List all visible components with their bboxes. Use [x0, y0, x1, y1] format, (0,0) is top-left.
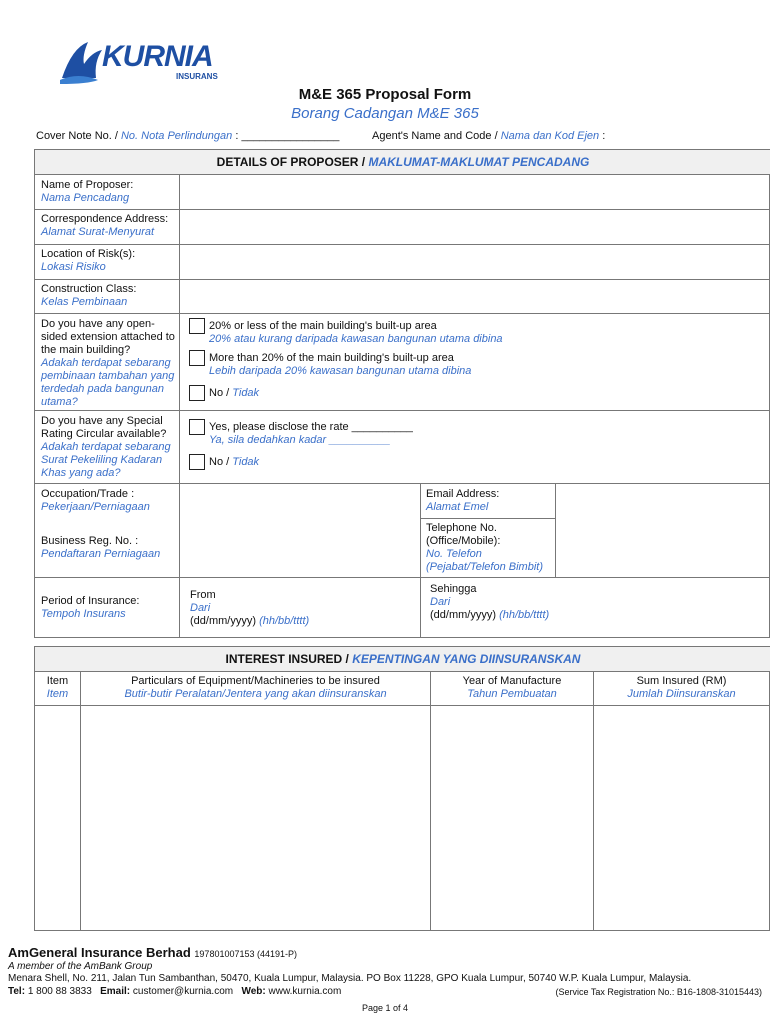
interest-heading-my: KEPENTINGAN YANG DIINSURANSKAN — [352, 652, 581, 666]
agent-field[interactable] — [372, 130, 605, 142]
period-to-field[interactable]: Sehingga Dari (dd/mm/yyyy) (hh/bb/tttt) — [430, 583, 550, 621]
location-input[interactable] — [181, 245, 768, 278]
email-label: Email Address: Alamat Emel — [426, 488, 500, 513]
cover-note-label-my: No. Nota Perlindungan — [120, 130, 233, 142]
footer-email-link[interactable]: customer@kurnia.com — [132, 986, 234, 997]
kurnia-logo — [58, 38, 238, 86]
page-title: M&E 365 Proposal Form — [298, 86, 472, 103]
address-label: Correspondence Address: Alamat Surat-Menyurat — [41, 213, 169, 238]
proposer-name-input[interactable] — [181, 175, 768, 208]
proposer-heading-my: MAKLUMAT-MAKLUMAT PENCADANG — [368, 155, 590, 169]
footer-address: Menara Shell, No. 211, Jalan Tun Sambanthan, 50470, Kuala Lumpur, Malaysia. PO Box 11228, GPO Kuala Lumpur, 50740 W.P. Kuala Lumpur, Malaysia. — [8, 973, 692, 984]
proposer-name-label: Name of Proposer: Nama Pencadang — [41, 179, 134, 204]
special-yes-label: Yes, please disclose the rate __________ Ya, sila dedahkan kadar __________ — [209, 421, 413, 446]
cover-note-blank: : ________________ — [235, 130, 340, 142]
telephone-label: Telephone No. (Office/Mobile): No. Telefon (Pejabat/Telefon Bimbit) — [426, 522, 543, 573]
agent-label-my: Nama dan Kod Ejen — [500, 130, 600, 142]
construction-input[interactable] — [181, 280, 768, 312]
open-sided-question: Do you have any open-sided extension attached to the main building? Adakah terdapat sebarang pembinaan tambahan yang terdedah pada bangunan utama? — [41, 318, 175, 408]
special-yes-checkbox[interactable] — [189, 419, 205, 435]
proposer-section-heading — [34, 149, 770, 175]
logo-text: KURNIA — [102, 40, 213, 73]
footer-contacts: Tel: 1 800 88 3833 Email: customer@kurnia.com Web: www.kurnia.com — [8, 986, 342, 997]
business-reg-input[interactable] — [181, 519, 419, 576]
occupation-input[interactable] — [181, 484, 419, 517]
open-option-2-checkbox[interactable] — [189, 350, 205, 366]
cover-note-label: Cover Note No. / — [36, 130, 118, 142]
col-year: Year of Manufacture Tahun Pembuatan — [462, 675, 562, 700]
special-no-checkbox[interactable] — [189, 454, 205, 470]
footer-web-link[interactable]: www.kurnia.com — [268, 986, 342, 997]
special-no-label: No / Tidak — [209, 456, 260, 468]
open-option-1-checkbox[interactable] — [189, 318, 205, 334]
construction-label: Construction Class: Kelas Pembinaan — [41, 283, 137, 308]
occupation-label: Occupation/Trade : Pekerjaan/Perniagaan — [41, 488, 150, 513]
col-particulars: Particulars of Equipment/Machineries to be insured Butir-butir Peralatan/Jentera yang akan diinsuranskan — [124, 675, 387, 700]
agent-colon: : — [602, 130, 606, 142]
open-option-1-label: 20% or less of the main building's built-up area 20% atau kurang daripada kawasan bangunan utama dibina — [209, 320, 503, 345]
footer-tax: (Service Tax Registration No.: B16-1808-31015443) — [555, 987, 762, 997]
agent-label: Agent's Name and Code / — [372, 130, 498, 142]
logo-subtext: INSURANS — [176, 72, 218, 81]
open-option-no-label: No / Tidak — [209, 387, 260, 399]
email-input[interactable] — [557, 484, 768, 517]
page-subtitle: Borang Cadangan M&E 365 — [291, 105, 479, 122]
telephone-input[interactable] — [557, 519, 768, 576]
open-option-2-label: More than 20% of the main building's built-up area Lebih daripada 20% kawasan bangunan utama dibina — [209, 352, 472, 377]
footer-member: A member of the AmBank Group — [8, 961, 153, 972]
footer-reg: 197801007153 (44191-P) — [194, 949, 298, 959]
interest-table-body[interactable] — [35, 706, 769, 929]
business-reg-label: Business Reg. No. : Pendaftaran Perniagaan — [41, 535, 161, 560]
col-item: Item Item — [46, 675, 69, 700]
cover-note-field[interactable] — [36, 130, 339, 142]
period-label: Period of Insurance: Tempoh Insurans — [41, 595, 140, 620]
open-option-no-checkbox[interactable] — [189, 385, 205, 401]
interest-heading-en: INTEREST INSURED / — [225, 652, 349, 666]
footer-company: AmGeneral Insurance Berhad 197801007153 (44191-P) — [8, 945, 298, 960]
special-rating-question: Do you have any Special Rating Circular available? Adakah terdapat sebarang Surat Pekeliling Kadaran Khas yang ada? — [41, 415, 171, 479]
period-from-field[interactable]: From Dari (dd/mm/yyyy) (hh/bb/tttt) — [190, 589, 310, 627]
page-number: Page 1 of 4 — [361, 1003, 409, 1013]
col-sum-insured: Sum Insured (RM) Jumlah Diinsuranskan — [627, 675, 736, 700]
address-input[interactable] — [181, 210, 768, 243]
location-label: Location of Risk(s): Lokasi Risiko — [41, 248, 136, 273]
interest-section-heading — [34, 646, 770, 672]
proposer-heading-en: DETAILS OF PROPOSER / — [216, 155, 366, 169]
